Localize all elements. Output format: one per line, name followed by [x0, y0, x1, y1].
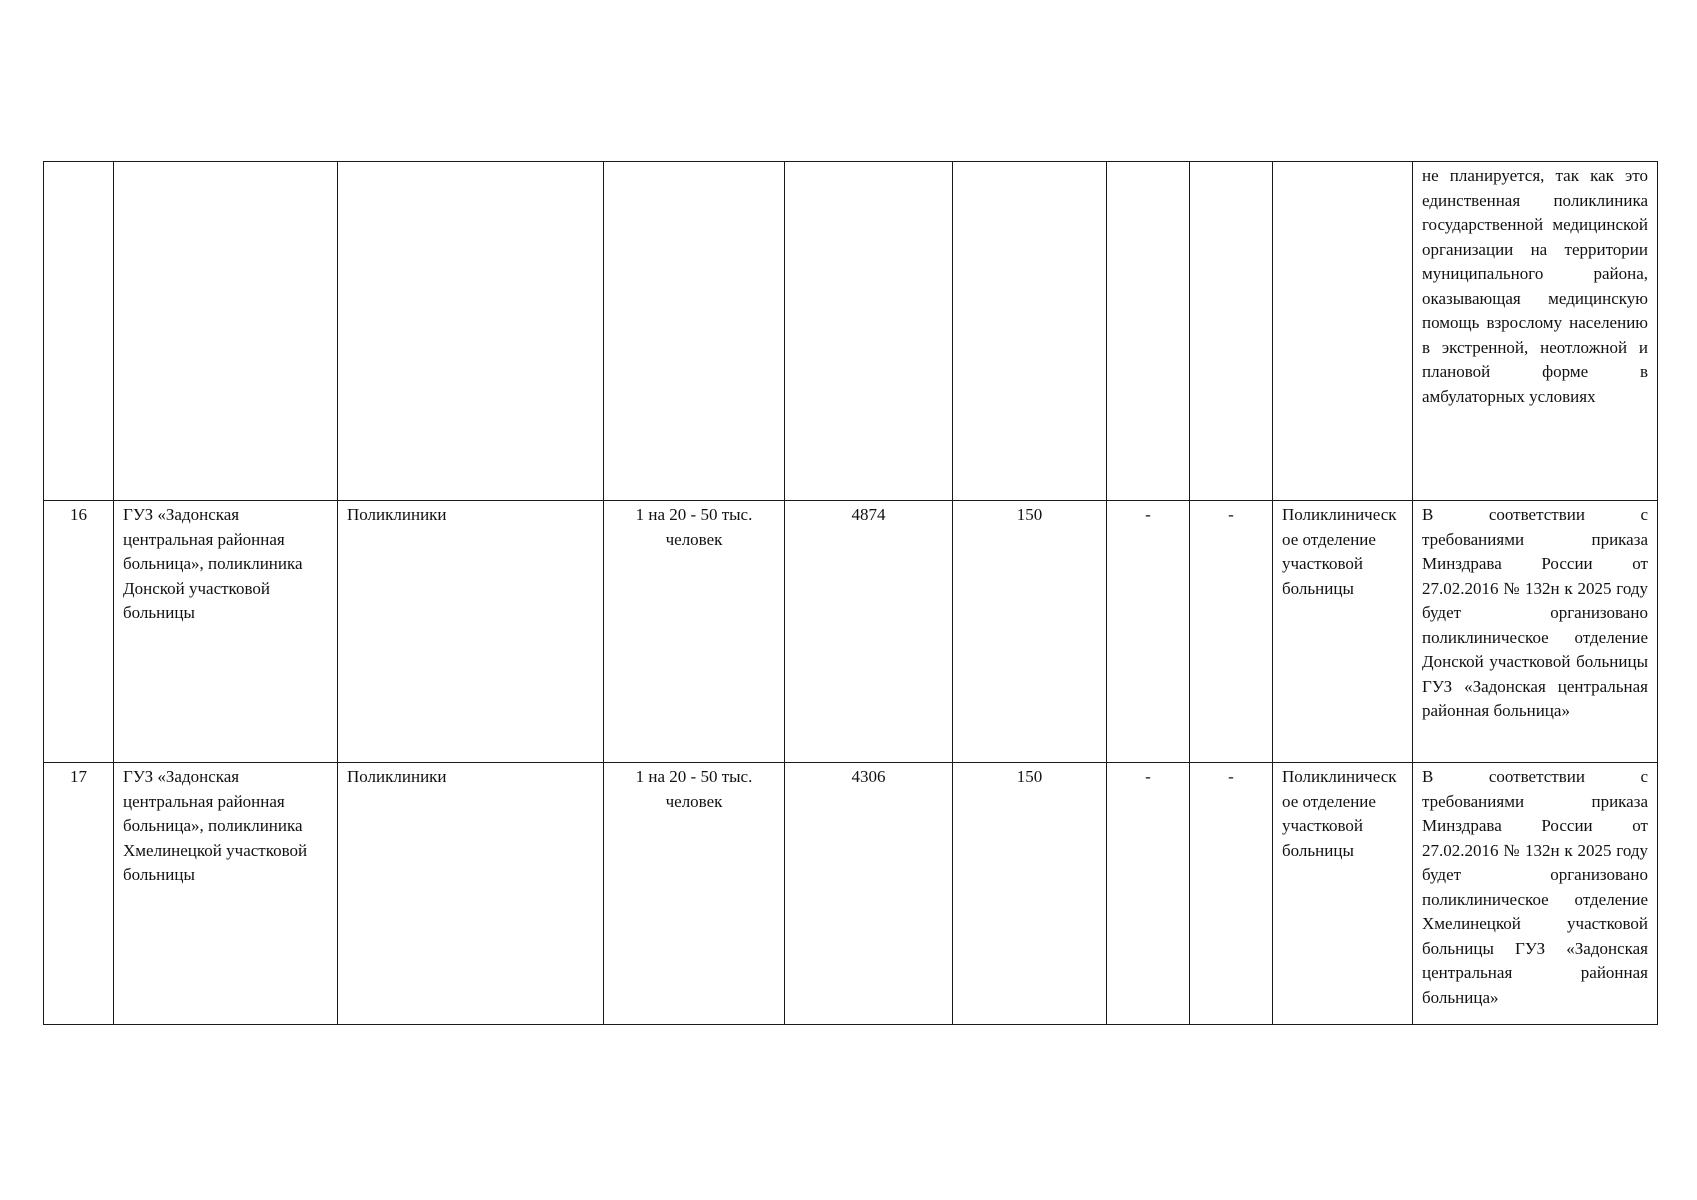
table-row	[44, 763, 1658, 1025]
capacity-cell: 150	[953, 501, 1107, 763]
norm-cell	[604, 162, 785, 501]
organization-cell: ГУЗ «Задонская центральная районная больница», поликлиника Хмелинецкой участковой больницы	[114, 763, 338, 1025]
population-cell	[785, 162, 953, 501]
note-cell: В соответствии с требованиями приказа Минздрава России от 27.02.2016 № 132н к 2025 году будет организовано поликлиническое отделение Донской участковой больницы ГУЗ «Задонская центральная районная больница»	[1413, 501, 1658, 763]
column-7-cell: -	[1107, 501, 1190, 763]
norm-cell: 1 на 20 - 50 тыс. человек	[604, 501, 785, 763]
column-8-cell: -	[1190, 763, 1273, 1025]
row-number-cell: 16	[44, 501, 114, 763]
organization-cell: ГУЗ «Задонская центральная районная больница», поликлиника Донской участковой больницы	[114, 501, 338, 763]
capacity-cell	[953, 162, 1107, 501]
facilities-table	[43, 161, 1658, 1025]
division-cell	[1273, 162, 1413, 501]
column-8-cell: -	[1190, 501, 1273, 763]
norm-cell: 1 на 20 - 50 тыс. человек	[604, 763, 785, 1025]
note-cell: не планируется, так как это единственная поликлиника государственной медицинской организации на территории муниципального района, оказывающая медицинскую помощь взрослому населению в экстренной, неотложной и плановой форме в амбулаторных условиях	[1413, 162, 1658, 501]
column-7-cell	[1107, 162, 1190, 501]
facility-type-cell	[338, 162, 604, 501]
table-row	[44, 501, 1658, 763]
row-number-cell	[44, 162, 114, 501]
organization-cell	[114, 162, 338, 501]
population-cell: 4306	[785, 763, 953, 1025]
column-8-cell	[1190, 162, 1273, 501]
row-number-cell: 17	[44, 763, 114, 1025]
division-cell: Поликлиническое отделение участковой больницы	[1273, 501, 1413, 763]
capacity-cell: 150	[953, 763, 1107, 1025]
table-row	[44, 162, 1658, 501]
division-cell: Поликлиническое отделение участковой больницы	[1273, 763, 1413, 1025]
note-cell: В соответствии с требованиями приказа Минздрава России от 27.02.2016 № 132н к 2025 году будет организовано поликлиническое отделение Хмелинецкой участковой больницы ГУЗ «Задонская центральная районная больница»	[1413, 763, 1658, 1025]
facility-type-cell: Поликлиники	[338, 501, 604, 763]
facility-type-cell: Поликлиники	[338, 763, 604, 1025]
column-7-cell: -	[1107, 763, 1190, 1025]
population-cell: 4874	[785, 501, 953, 763]
